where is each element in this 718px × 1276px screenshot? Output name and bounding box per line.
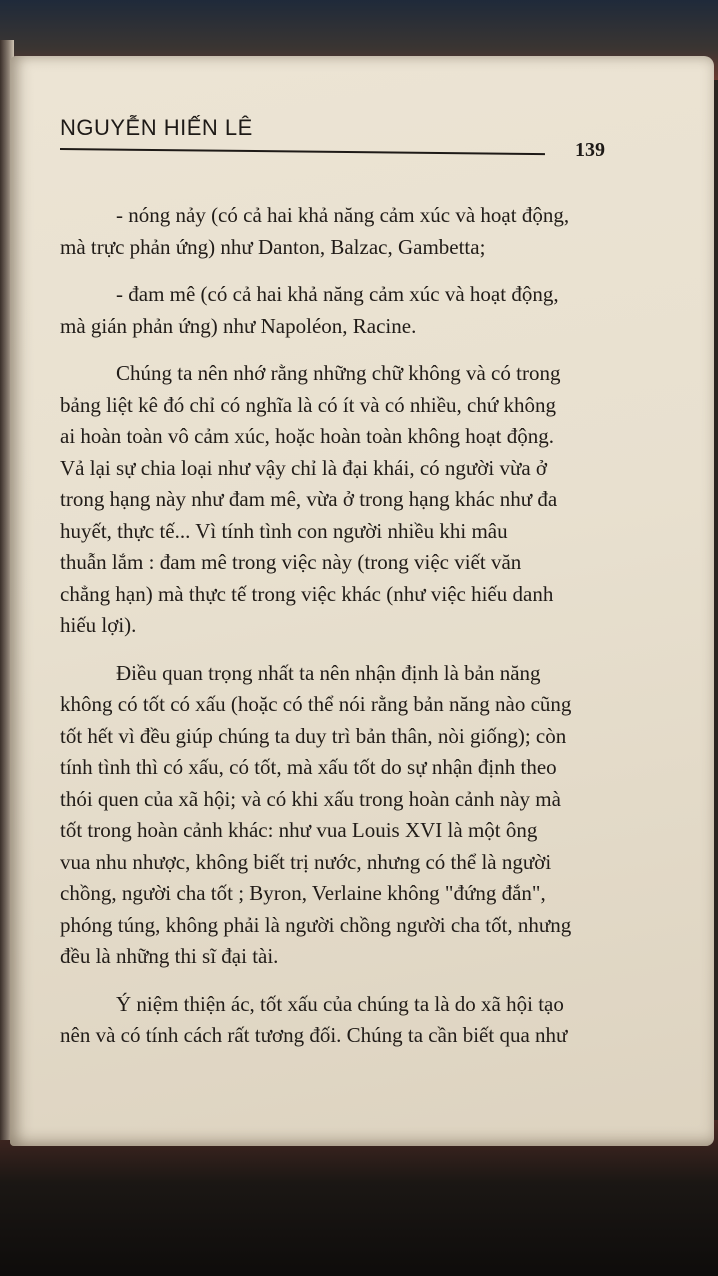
text-line: hiếu lợi). (60, 613, 137, 637)
paragraph-gap (60, 973, 620, 989)
text-line: chồng, người cha tốt ; Byron, Verlaine không "đứng đắn", (60, 881, 546, 905)
paragraph-1 (60, 200, 620, 263)
text-line: ai hoàn toàn vô cảm xúc, hoặc hoàn toàn không hoạt động. (60, 424, 554, 448)
text-line: Ý niệm thiện ác, tốt xấu của chúng ta là do xã hội tạo (116, 991, 564, 1016)
author-name: NGUYỄN HIẾN LÊ (60, 115, 253, 140)
paragraph-gap (60, 642, 620, 658)
paragraph-gap (60, 263, 620, 279)
text-line: tốt trong hoàn cảnh khác: như vua Louis XVI là một ông (60, 818, 538, 842)
text-line: không có tốt có xấu (hoặc có thể nói rằng bản năng nào cũng (60, 692, 572, 716)
text-line: huyết, thực tế... Vì tính tình con người nhiều khi mâu (60, 518, 508, 543)
paragraph-4 (60, 658, 620, 973)
text-line: nên và có tính cách rất tương đối. Chúng ta cần biết qua như (60, 1023, 568, 1047)
text-line: mà gián phản ứng) như Napoléon, Racine. (60, 313, 417, 338)
text-line: tính tình thì có xấu, có tốt, mà xấu tốt do sự nhận định theo (60, 755, 557, 779)
text-line: vua nhu nhược, không biết trị nước, nhưng có thể là người (60, 849, 552, 874)
text-line: Chúng ta nên nhớ rằng những chữ không và có trong (116, 361, 561, 385)
text-line: thuẫn lắm : đam mê trong việc này (trong việc viết văn (60, 550, 522, 574)
paragraph-2 (60, 279, 620, 342)
body-text (60, 200, 620, 1052)
text-line: Điều quan trọng nhất ta nên nhận định là bản năng (116, 660, 541, 685)
text-line: mà trực phản ứng) như Danton, Balzac, Gambetta; (60, 234, 486, 259)
paragraph-3 (60, 358, 620, 642)
paragraph-gap (60, 342, 620, 358)
paragraph-5 (60, 989, 620, 1052)
text-line: phóng túng, không phải là người chồng người cha tốt, nhưng (60, 912, 572, 937)
text-line: - đam mê (có cả hai khả năng cảm xúc và hoạt động, (116, 282, 559, 306)
text-line: chẳng hạn) mà thực tế trong việc khác (như việc hiếu danh (60, 581, 554, 606)
text-line: bảng liệt kê đó chỉ có nghĩa là có ít và có nhiều, chứ không (60, 392, 556, 417)
page-number: 139 (575, 139, 605, 161)
text-line: Vả lại sự chia loại như vậy chỉ là đại khái, có người vừa ở (60, 455, 548, 480)
text-line: thói quen của xã hội; và có khi xấu trong hoàn cảnh này mà (60, 786, 561, 811)
text-line: trong hạng này như đam mê, vừa ở trong hạng khác như đa (60, 487, 558, 511)
text-line: đều là những thi sĩ đại tài. (60, 944, 279, 968)
text-line: tốt hết vì đều giúp chúng ta duy trì bản thân, nòi giống); còn (60, 723, 567, 748)
text-line: - nóng nảy (có cả hai khả năng cảm xúc và hoạt động, (116, 203, 570, 227)
